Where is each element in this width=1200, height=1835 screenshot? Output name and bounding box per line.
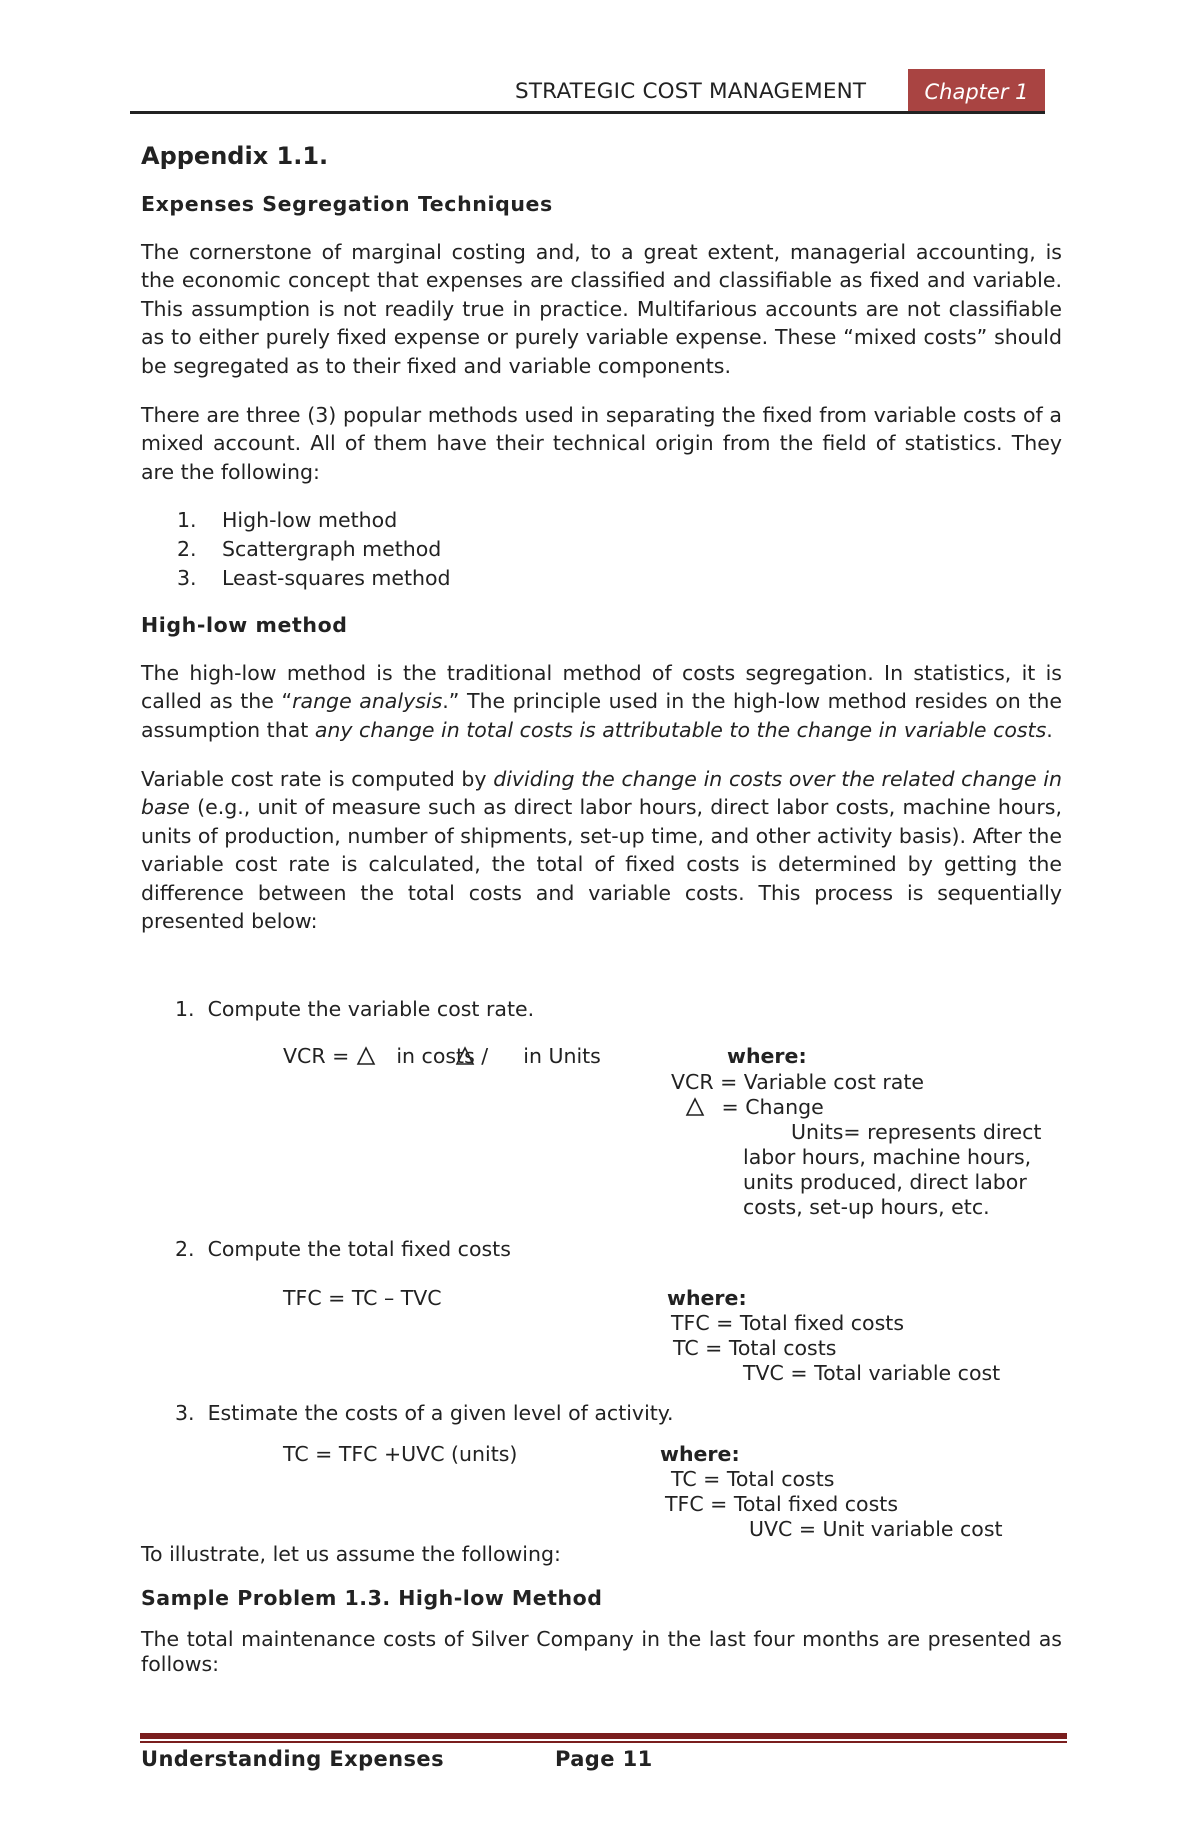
page-number: Page 11 bbox=[555, 1747, 653, 1771]
delta-icon bbox=[455, 1046, 475, 1066]
highlow-title: High-low method bbox=[141, 613, 348, 638]
delta-icon bbox=[685, 1097, 705, 1117]
definition-vcr: VCR = Variable cost rate bbox=[671, 1070, 924, 1094]
definition-tfc: TFC = Total fixed costs bbox=[671, 1311, 904, 1335]
paragraph-methods: There are three (3) popular methods used in separating the fixed from variable costs of a mixed account. All of them have their technical origin from the field of statistics. They are the following: bbox=[141, 402, 1062, 484]
illustrate-text: To illustrate, let us assume the following: bbox=[141, 1542, 561, 1566]
running-header-title: STRATEGIC COST MANAGEMENT bbox=[515, 79, 867, 104]
definition-tfc: TFC = Total fixed costs bbox=[665, 1492, 898, 1516]
footer-title: Understanding Expenses bbox=[141, 1747, 444, 1771]
paragraph-highlow: The high-low method is the traditional method of costs segregation. In statistics, it is called as the “range analysis.” The principle used in the high-low method resides on the assumption that any change in total costs is attributable to the change in variable costs. bbox=[141, 660, 1062, 742]
definition-tc: TC = Total costs bbox=[673, 1336, 837, 1360]
delta-icon bbox=[356, 1046, 376, 1066]
definition-units-cont: costs, set-up hours, etc. bbox=[743, 1195, 990, 1219]
where-label: where: bbox=[660, 1442, 740, 1466]
appendix-title: Appendix 1.1. bbox=[141, 142, 329, 170]
step-1: 1. Compute the variable cost rate. bbox=[175, 997, 535, 1021]
section-title: Expenses Segregation Techniques bbox=[141, 192, 553, 216]
paragraph-vcr: Variable cost rate is computed by dividing the change in costs over the related change in base (e.g., unit of measure such as direct labor hours, direct labor costs, machine hours, units of production, number of shipments, set-up time, and other activity basis). After the variable cost rate is calculated, the total of fixed costs is determined by getting the difference between the total costs and variable costs. This process is sequentially presented below: bbox=[141, 766, 1062, 934]
paragraph-intro: The cornerstone of marginal costing and, to a great extent, managerial accounting, is the economic concept that expenses are classified and classifiable as fixed and variable. This assumption is not readily true in practice. Multifarious accounts are not classifiable as to either purely fixed expense or purely variable expense. These “mixed costs” should be segregated as to their fixed and variable components. bbox=[141, 239, 1062, 378]
list-item: 2. Scattergraph method bbox=[177, 536, 442, 561]
definition-units-cont: units produced, direct labor bbox=[743, 1170, 1027, 1194]
definition-units-cont: labor hours, machine hours, bbox=[743, 1145, 1032, 1169]
definition-tc: TC = Total costs bbox=[671, 1467, 835, 1491]
chapter-tab: Chapter 1 bbox=[908, 69, 1045, 114]
footer-rule bbox=[140, 1741, 1067, 1743]
methods-list bbox=[141, 506, 1062, 592]
list-item: 1. High-low method bbox=[177, 508, 398, 533]
step-2: 2. Compute the total fixed costs bbox=[175, 1237, 511, 1261]
definition-tvc: TVC = Total variable cost bbox=[743, 1361, 1001, 1385]
definition-units: Units= represents direct bbox=[791, 1120, 1042, 1144]
page-body bbox=[141, 140, 1062, 956]
sample-problem-title: Sample Problem 1.3. High-low Method bbox=[141, 1586, 603, 1610]
tc-formula: TC = TFC +UVC (units) bbox=[283, 1442, 518, 1466]
paragraph-sample: The total maintenance costs of Silver Company in the last four months are presented as follows: bbox=[141, 1627, 1062, 1676]
header-rule bbox=[130, 111, 1045, 114]
tfc-formula: TFC = TC – TVC bbox=[283, 1286, 442, 1310]
step-3: 3. Estimate the costs of a given level of activity. bbox=[175, 1401, 674, 1425]
where-label: where: bbox=[667, 1286, 747, 1310]
list-item: 3. Least-squares method bbox=[177, 565, 451, 590]
vcr-formula: VCR = in costs / in Units bbox=[283, 1044, 601, 1068]
definition-uvc: UVC = Unit variable cost bbox=[749, 1517, 1003, 1541]
footer-rule bbox=[140, 1733, 1067, 1739]
where-label: where: bbox=[727, 1044, 807, 1068]
definition-delta: = Change bbox=[685, 1095, 824, 1119]
